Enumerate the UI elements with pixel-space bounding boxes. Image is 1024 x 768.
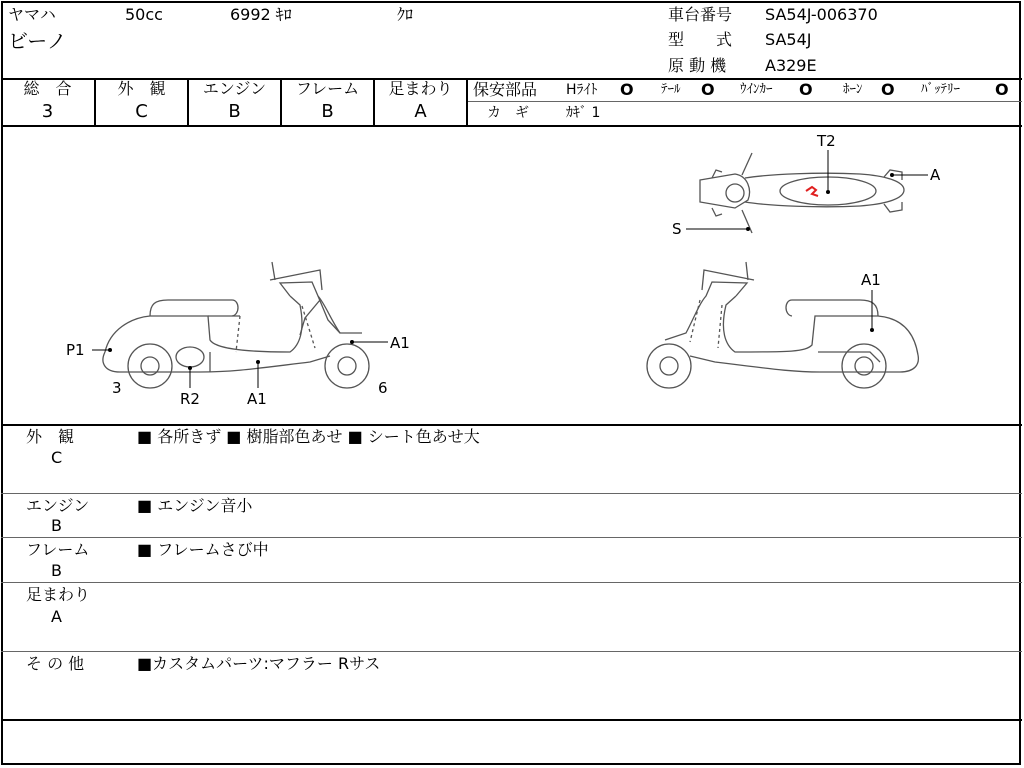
divider (1, 582, 1022, 583)
model-name: ビーノ (8, 29, 67, 53)
grade-value-overall: 3 (41, 101, 54, 122)
winker-mark: O (799, 80, 813, 99)
note-category-frame: フレーム (26, 540, 90, 559)
label-a-top: A (930, 166, 941, 184)
note-grade-engine: B (51, 516, 62, 535)
color: ｸﾛ (397, 5, 414, 24)
tail-label: ﾃｰﾙ (661, 82, 681, 97)
engine-value: A329E (765, 56, 817, 75)
divider (1, 493, 1022, 494)
type-label: 型 式 (668, 30, 733, 49)
label-t2: T2 (817, 132, 836, 150)
divider (1, 537, 1022, 538)
note-text-engine: ■ エンジン音小 (137, 496, 253, 515)
damage-mark (806, 187, 818, 196)
battery-mark: O (995, 80, 1009, 99)
note-text-frame: ■ フレームさび中 (137, 540, 269, 559)
mileage: 6992 ｷﾛ (230, 5, 292, 24)
note-category-suspension: 足まわり (26, 585, 91, 604)
note-category-exterior: 外 観 (26, 427, 75, 446)
safety-label: 保安部品 (473, 80, 538, 99)
headlight-mark: O (620, 80, 634, 99)
grade-label-engine: エンジン (202, 79, 267, 98)
note-grade-frame: B (51, 561, 62, 580)
headlight-label: Hﾗｲﾄ (566, 82, 598, 98)
grade-value-engine: B (228, 101, 241, 122)
key-label: カ ギ (487, 105, 529, 121)
type-value: SA54J (765, 30, 812, 49)
grade-label-suspension: 足まわり (388, 79, 453, 98)
grade-value-exterior: C (135, 101, 148, 122)
grade-value-frame: B (321, 101, 334, 122)
top-view (700, 153, 904, 233)
frame-number-label: 車台番号 (668, 5, 733, 24)
key-value: ｶｷﾞ 1 (566, 105, 601, 121)
label-r2: R2 (180, 390, 200, 408)
divider (1, 719, 1022, 721)
label-a1-front: A1 (390, 334, 410, 352)
maker: ヤマハ (8, 5, 56, 24)
label-s: S (672, 220, 682, 238)
label-a1-bottom: A1 (247, 390, 267, 408)
grade-label-overall: 総 合 (23, 79, 72, 98)
label-3: 3 (112, 379, 122, 397)
winker-label: ｳｲﾝｶｰ (740, 82, 773, 97)
displacement: 50cc (125, 5, 163, 24)
note-grade-exterior: C (51, 448, 63, 467)
label-6: 6 (378, 379, 388, 397)
horn-label: ﾎｰﾝ (843, 82, 863, 97)
note-text-exterior: ■ 各所きず ■ 樹脂部色あせ ■ シート色あせ大 (137, 427, 480, 446)
tail-mark: O (701, 80, 715, 99)
label-a1-right: A1 (861, 271, 881, 289)
note-text-other: ■カスタムパーツ:マフラー Rサス (137, 654, 381, 673)
horn-mark: O (881, 80, 895, 99)
left-side-view (103, 262, 369, 388)
grade-label-frame: フレーム (295, 79, 360, 98)
label-p1: P1 (66, 341, 85, 359)
grade-value-suspension: A (414, 101, 427, 122)
engine-label: 原 動 機 (668, 56, 727, 75)
note-grade-suspension: A (51, 607, 62, 626)
note-category-engine: エンジン (26, 496, 90, 515)
frame-number: SA54J-006370 (765, 5, 878, 24)
battery-label: ﾊﾞｯﾃﾘｰ (921, 82, 960, 97)
divider (1, 424, 1022, 426)
note-category-other: そ の 他 (26, 654, 85, 673)
divider (1, 651, 1022, 652)
grade-label-exterior: 外 観 (117, 79, 166, 98)
